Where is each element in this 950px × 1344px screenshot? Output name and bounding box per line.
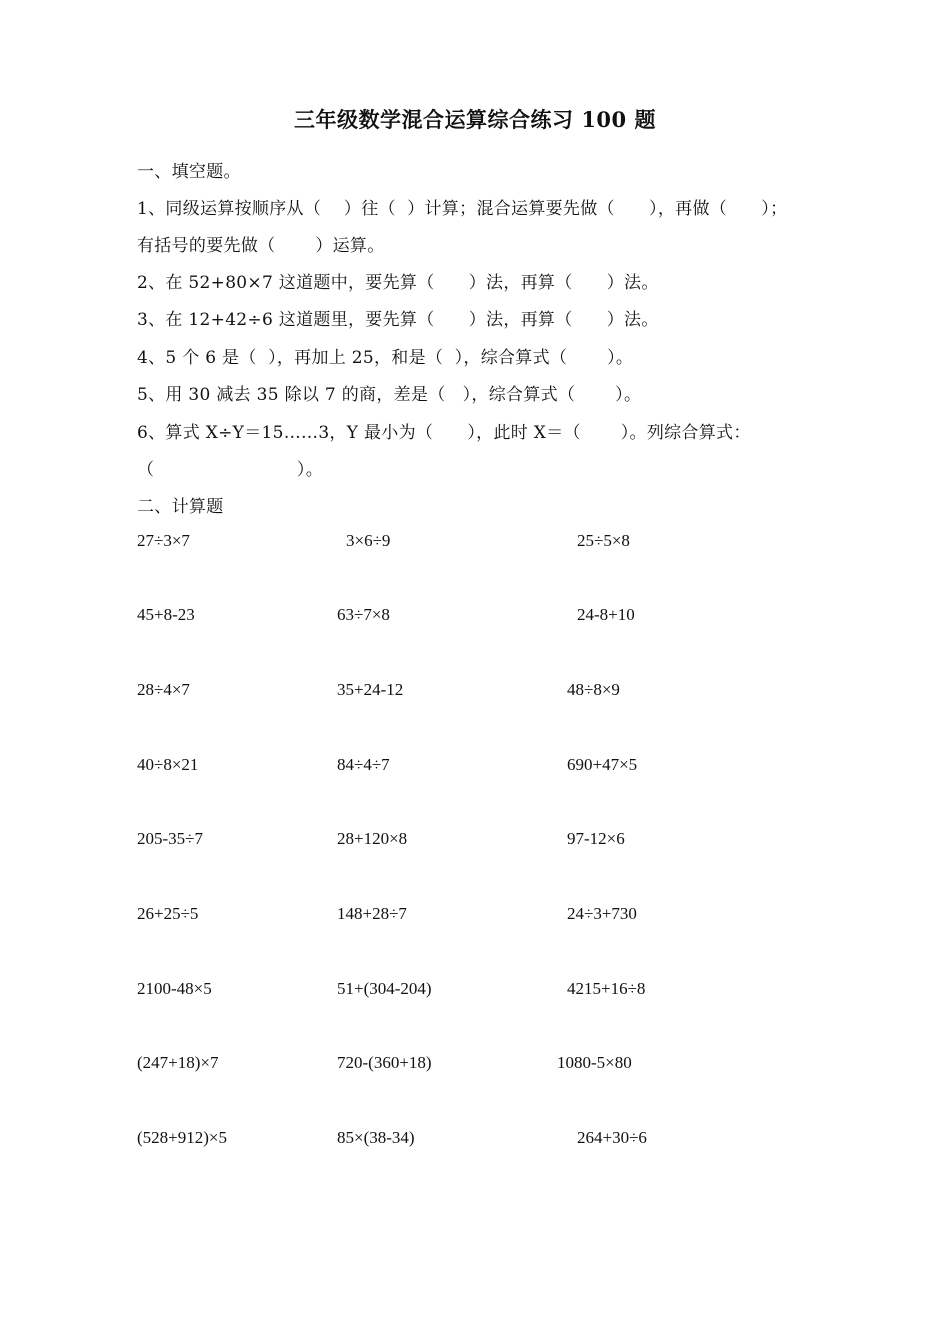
calc-expression: 1080-5×80 [557,1053,632,1072]
calc-expression: 97-12×6 [567,829,625,848]
calc-expression: 720-(360+18) [337,1053,432,1072]
calc-expression: 148+28÷7 [337,904,407,923]
calc-expression: 24-8+10 [577,605,635,624]
calc-expression: 264+30÷6 [577,1128,647,1147]
calc-expression: 26+25÷5 [137,904,199,923]
calc-expression: 84÷4÷7 [337,755,390,774]
question-line: （ ）。 [137,460,323,480]
calc-expression: 24÷3+730 [567,904,637,923]
section-heading-calculation: 二、计算题 [137,497,224,517]
calc-expression: 27÷3×7 [137,531,190,550]
calc-expression: 40÷8×21 [137,755,199,774]
calc-expression: 205-35÷7 [137,829,203,848]
calc-expression: 25÷5×8 [577,531,630,550]
calc-expression: 2100-48×5 [137,979,212,998]
calc-expression: (528+912)×5 [137,1128,227,1147]
calc-expression: 28÷4×7 [137,680,190,699]
question-line: 有括号的要先做（ ）运算。 [137,236,385,256]
question-line: 3、在 12+42÷6 这道题里，要先算（ ）法，再算（ ）法。 [137,310,659,330]
page-title: 三年级数学混合运算综合练习 100 题 [294,107,656,132]
calc-expression: 35+24-12 [337,680,404,699]
calc-expression: (247+18)×7 [137,1053,219,1072]
calc-expression: 45+8-23 [137,605,195,624]
calc-expression: 85×(38-34) [337,1128,415,1147]
section-heading-fill-blank: 一、填空题。 [137,162,241,182]
calc-expression: 690+47×5 [567,755,638,774]
calc-expression: 3×6÷9 [346,531,391,550]
calc-expression: 51+(304-204) [337,979,432,998]
calc-expression: 28+120×8 [337,829,408,848]
question-line: 1、同级运算按顺序从（ ）往（ ）计算；混合运算要先做（ ），再做（ ）； [137,199,788,219]
question-line: 6、算式 X÷Y＝15……3，Y 最小为（ ），此时 X＝（ ）。列综合算式： [137,423,751,443]
calc-expression: 48÷8×9 [567,680,620,699]
calc-expression: 63÷7×8 [337,605,390,624]
calc-expression: 4215+16÷8 [567,979,646,998]
question-line: 2、在 52+80×7 这道题中，要先算（ ）法，再算（ ）法。 [137,273,659,293]
question-line: 4、5 个 6 是（ ），再加上 25，和是（ ），综合算式（ ）。 [137,348,634,368]
question-line: 5、用 30 减去 35 除以 7 的商，差是（ ），综合算式（ ）。 [137,385,642,405]
